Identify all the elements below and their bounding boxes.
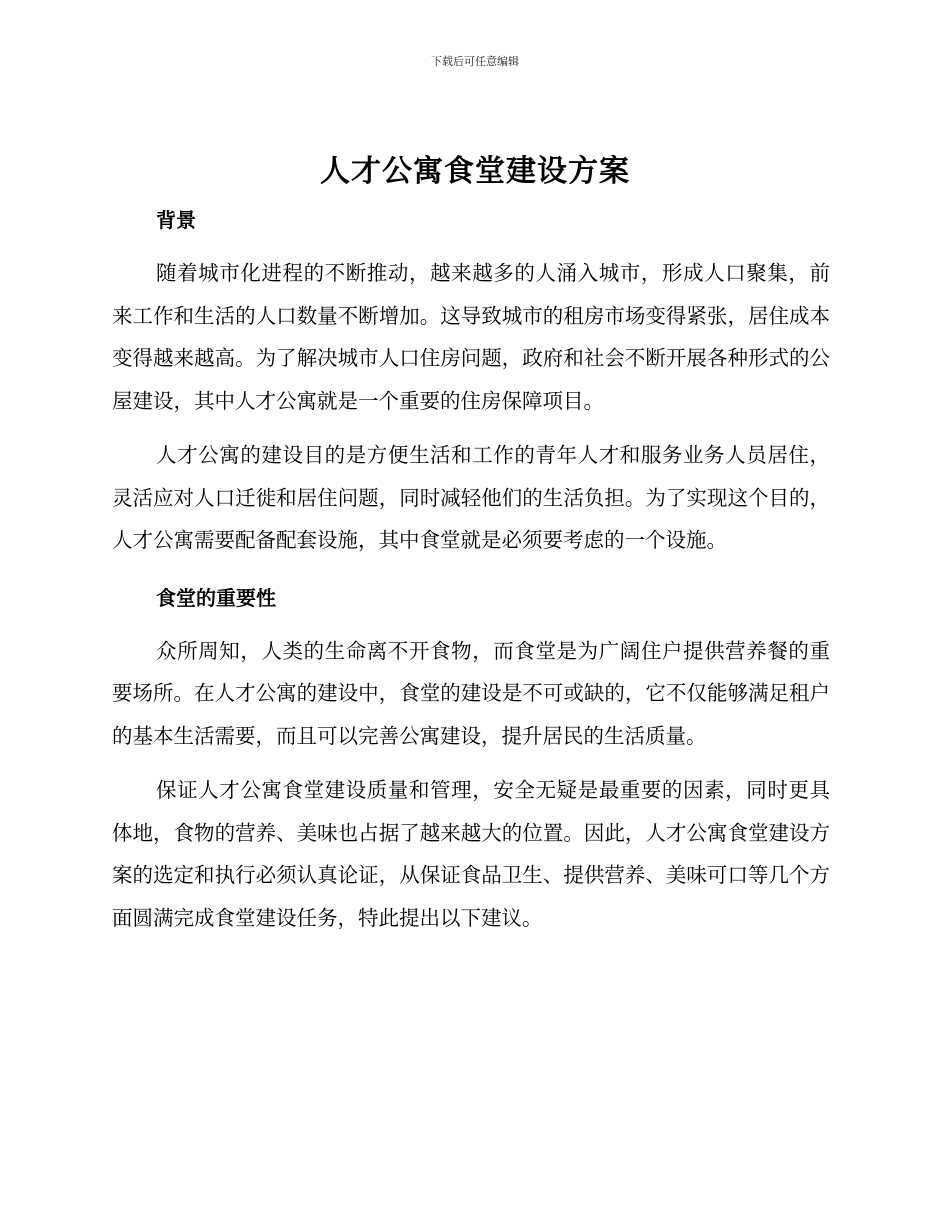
paragraph: 保证人才公寓食堂建设质量和管理，安全无疑是最重要的因素，同时更具体地，食物的营养、美味也占据了越来越大的位置。因此，人才公寓食堂建设方案的选定和执行必须认真论证，从保证食品卫生、提供营养、美味可口等几个方面圆满完成食堂建设任务，特此提出以下建议。: [112, 778, 830, 930]
paragraph: 人才公寓的建设目的是方便生活和工作的青年人才和服务业务人员居住，灵活应对人口迁徙和居住问题，同时减轻他们的生活负担。为了实现这个目的，人才公寓需要配备配套设施，其中食堂就是必须要考虑的一个设施。: [112, 443, 830, 552]
paragraph: 众所周知，人类的生命离不开食物，而食堂是为广阔住户提供营养餐的重要场所。在人才公寓的建设中，食堂的建设是不可或缺的，它不仅能够满足租户的基本生活需要，而且可以完善公寓建设，提升居民的生活质量。: [112, 638, 830, 748]
page-header: 下载后可任意编辑: [431, 55, 519, 68]
document-body: [112, 200, 830, 939]
section-heading: 食堂的重要性: [156, 585, 276, 610]
section-background: [112, 200, 830, 562]
paragraph: 随着城市化进程的不断推动，越来越多的人涌入城市，形成人口聚集，前来工作和生活的人口数量不断增加。这导致城市的租房市场变得紧张，居住成本变得越来越高。为了解决城市人口住房问题，政府和社会不断开展各种形式的公屋建设，其中人才公寓就是一个重要的住房保障项目。: [112, 261, 830, 413]
section-canteen-importance: [112, 578, 830, 940]
section-heading: 背景: [156, 208, 196, 232]
document-title: 人才公寓食堂建设方案: [320, 154, 630, 189]
